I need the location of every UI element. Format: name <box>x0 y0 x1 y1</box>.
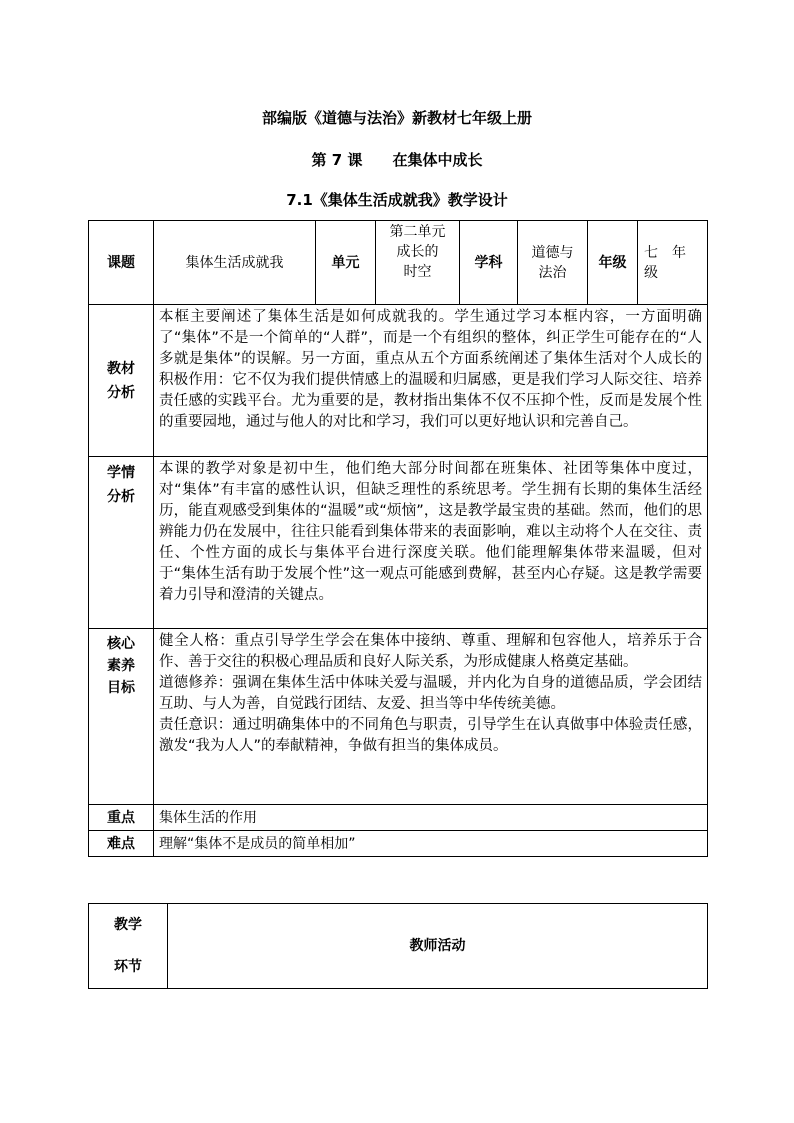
subject-value-line: 道德与 <box>531 244 574 261</box>
difficulty-row <box>89 831 708 857</box>
teaching-process-table <box>88 903 708 989</box>
student-analysis-row <box>89 457 708 629</box>
unit-value-line: 第二单元 <box>389 224 446 240</box>
core-goals-row <box>89 629 708 805</box>
topic-value: 集体生活成就我 <box>154 221 316 305</box>
lesson-info-table <box>88 220 708 857</box>
unit-value <box>376 221 460 305</box>
label-line: 分析 <box>107 489 135 505</box>
label-line: 教学 <box>114 917 142 933</box>
stage-label <box>89 904 168 989</box>
core-goals-label <box>89 629 154 805</box>
grade-value-line: 七 年 <box>644 244 686 261</box>
unit-value-line: 成长的 <box>396 244 439 260</box>
textbook-analysis-label <box>89 305 154 457</box>
grade-value-line: 级 <box>644 264 658 281</box>
label-line: 目标 <box>107 680 135 696</box>
difficulty-label: 难点 <box>89 831 154 857</box>
subject-label: 学科 <box>460 221 518 305</box>
label-line: 教材 <box>107 360 135 377</box>
info-row <box>89 221 708 305</box>
grade-label: 年级 <box>588 221 638 305</box>
topic-label: 课题 <box>89 221 154 305</box>
grade-value <box>638 221 708 305</box>
core-goals-content <box>154 629 708 805</box>
label-line: 学情 <box>107 465 135 481</box>
key-point-row <box>89 805 708 831</box>
goal-paragraph: 道德修养：强调在集体生活中体味关爱与温暖，并内化为自身的道德品质，学会团结互助、与人为善，自觉践行团结、友爱、担当等中华传统美德。 <box>159 675 702 712</box>
label-line: 环节 <box>114 959 142 975</box>
lesson-title <box>0 150 794 170</box>
textbook-analysis-row <box>89 305 708 457</box>
lesson-topic: 在集体中成长 <box>392 151 483 169</box>
label-line: 核心 <box>107 636 135 652</box>
student-analysis-label <box>89 457 154 629</box>
difficulty-content: 理解“集体不是成员的简单相加” <box>154 831 708 857</box>
document-title: 部编版《道德与法治》新教材七年级上册 <box>261 109 532 127</box>
design-title: 7.1《集体生活成就我》教学设计 <box>286 191 508 209</box>
key-point-content: 集体生活的作用 <box>154 805 708 831</box>
unit-label: 单元 <box>316 221 376 305</box>
unit-value-line: 时空 <box>403 264 432 280</box>
key-point-label: 重点 <box>89 805 154 831</box>
textbook-analysis-content: 本框主要阐述了集体生活是如何成就我的。学生通过学习本框内容，一方面明确了“集体”不是一个简单的“人群”，而是一个有组织的整体，纠正学生可能存在的“人多就是集体”的误解。另一方面，重点从五个方面系统阐述了集体生活对个人成长的积极作用：它不仅为我们提供情感上的温暖和归属感，更是我们学习人际交往、培养责任感的实践平台。尤为重要的是，教材指出集体不仅不压抑个性，反而是发展个性的重要园地，通过与他人的对比和学习，我们可以更好地认识和完善自己。 <box>154 305 708 457</box>
label-line: 分析 <box>107 384 135 401</box>
lesson-number: 第 7 课 <box>311 151 363 169</box>
goal-paragraph: 健全人格：重点引导学生学会在集体中接纳、尊重、理解和包容他人，培养乐于合作、善于交往的积极心理品质和良好人际关系，为形成健康人格奠定基础。 <box>159 633 702 670</box>
student-analysis-content: 本课的教学对象是初中生，他们绝大部分时间都在班集体、社团等集体中度过，对“集体”有丰富的感性认识，但缺乏理性的系统思考。学生拥有长期的集体生活经历，能直观感受到集体的“温暖”或“烦恼”，这是教学最宝贵的基础。然而，他们的思辨能力仍在发展中，往往只能看到集体带来的表面影响，难以主动将个人在交往、责任、个性方面的成长与集体平台进行深度关联。他们能理解集体带来温暖，但对于“集体生活有助于发展个性”这一观点可能感到费解，甚至内心存疑。这是教学需要着力引导和澄清的关键点。 <box>154 457 708 629</box>
subject-value <box>518 221 588 305</box>
subject-value-line: 法治 <box>538 264 567 281</box>
label-line: 素养 <box>107 658 135 674</box>
teacher-activity-header: 教师活动 <box>168 904 708 989</box>
goal-paragraph: 责任意识：通过明确集体中的不同角色与职责，引导学生在认真做事中体验责任感，激发“我为人人”的奉献精神，争做有担当的集体成员。 <box>159 717 702 754</box>
process-header-row <box>89 904 708 989</box>
